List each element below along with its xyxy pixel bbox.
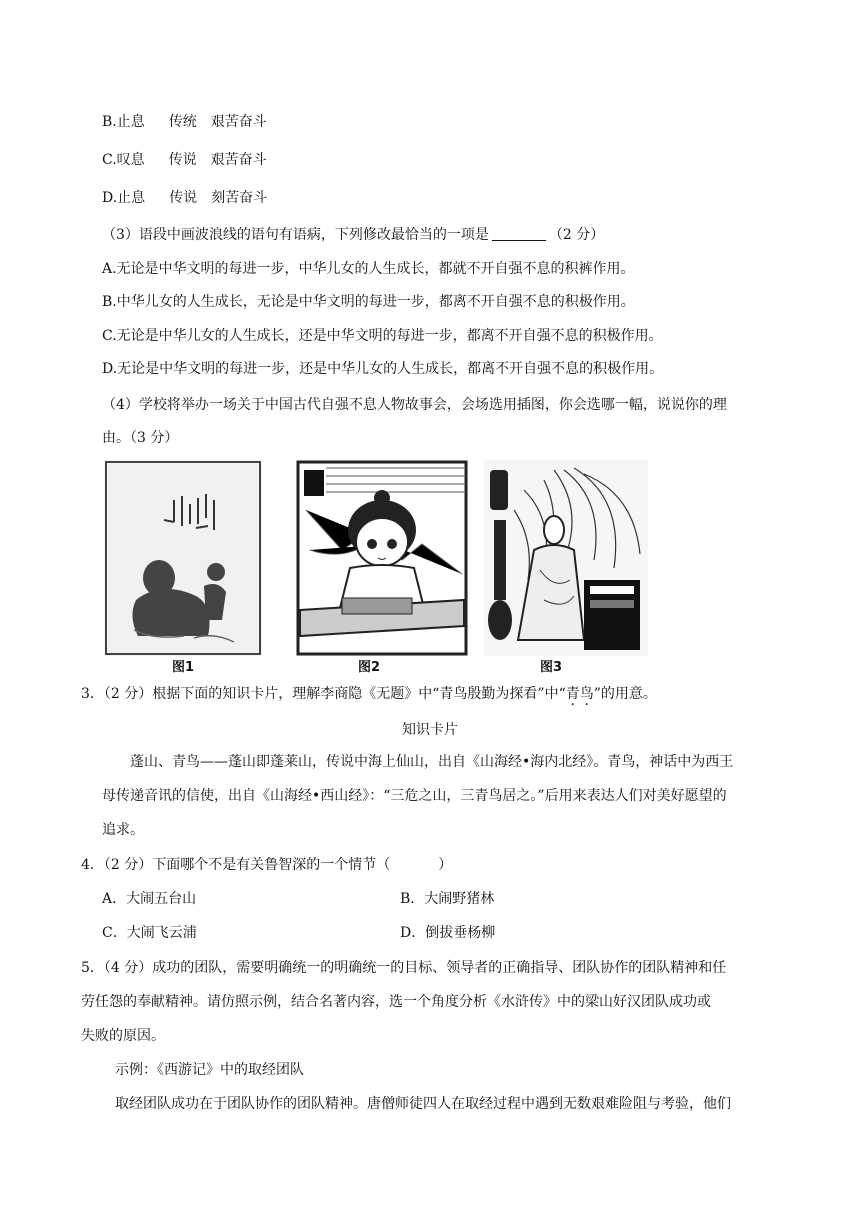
knowledge-card-line-2: 母传递音讯的信使，出自《山海经•西山经》：“三危之山，三青鸟居之。”后用来表达人们对美好愿望的 bbox=[102, 788, 727, 804]
option-b-2: 传统 bbox=[168, 114, 197, 130]
q3-option-c: C.无论是中华儿女的人生成长，还是中华文明的每进一步，都离不开自强不息的积极作用。 bbox=[102, 328, 663, 344]
item-3-stem bbox=[81, 684, 657, 704]
q3-option-a: A.无论是中华文明的每进一步，中华儿女的人生成长，都就不开自强不息的积裤作用。 bbox=[102, 261, 635, 277]
answer-blank bbox=[492, 226, 546, 241]
emphasis-char-1: 青 bbox=[565, 686, 580, 702]
figure-2-caption: 图2 bbox=[358, 660, 381, 675]
example-title: 示例：《西游记》中的取经团队 bbox=[115, 1062, 304, 1078]
q3-prompt bbox=[102, 225, 604, 245]
emphasis-char-2: 鸟 bbox=[579, 686, 594, 702]
item-3-text-b: ”的用意。 bbox=[593, 686, 657, 702]
q3-prompt-text: （3）语段中画波浪线的语句有语病，下列修改最恰当的一项是 bbox=[102, 227, 489, 243]
option-d-row bbox=[102, 188, 267, 208]
knowledge-card-line-3: 追求。 bbox=[102, 822, 144, 838]
figure-3-caption: 图3 bbox=[540, 660, 563, 675]
figure-1-caption: 图1 bbox=[172, 660, 195, 675]
option-b-row bbox=[102, 112, 267, 132]
figure-3-image bbox=[484, 460, 648, 656]
q4-line-2: 由。（3 分） bbox=[102, 430, 179, 446]
item-4-option-c: C．大闹飞云浦 bbox=[102, 925, 197, 941]
figure-1-image bbox=[104, 460, 262, 656]
option-d-3: 刻苦奋斗 bbox=[211, 190, 268, 206]
q3-option-d: D.无论是中华文明的每进一步，还是中华儿女的人生成长，都离不开自强不息的积极作用。 bbox=[102, 361, 664, 377]
option-d-2: 传说 bbox=[169, 190, 198, 206]
item-4-option-b: B．大闹野猪林 bbox=[400, 891, 495, 907]
q3-option-b: B.中华儿女的人生成长，无论是中华文明的每进一步，都离不开自强不息的积极作用。 bbox=[102, 294, 635, 310]
item-4-text-b: ） bbox=[438, 857, 453, 873]
item-4-text-a: 4．（2 分）下面哪个不是有关鲁智深的一个情节（ bbox=[81, 857, 391, 873]
option-b-1: B.止息 bbox=[102, 114, 145, 130]
example-line-1: 取经团队成功在于团队协作的团队精神。唐僧师徒四人在取经过程中遇到无数艰难险阻与考验，他们 bbox=[115, 1096, 731, 1112]
option-c-2: 传说 bbox=[168, 152, 197, 168]
q4-line-1: （4）学校将举办一场关于中国古代自强不息人物故事会，会场选用插图，你会选哪一幅，说说你的理 bbox=[102, 397, 727, 413]
option-b-3: 艰苦奋斗 bbox=[210, 114, 267, 130]
option-c-1: C.叹息 bbox=[102, 152, 145, 168]
item-5-line-1: 5．（4 分）成功的团队，需要明确统一的明确统一的目标、领导者的正确指导、团队协作的团队精神和任 bbox=[81, 960, 727, 976]
figure-2-image bbox=[296, 460, 468, 656]
item-5-line-3: 失败的原因。 bbox=[81, 1028, 165, 1044]
item-3-text-a: 3．（2 分）根据下面的知识卡片，理解李商隐《无题》中“青鸟殷勤为探看”中“ bbox=[81, 686, 566, 702]
item-5-line-2: 劳任怨的奉献精神。请仿照示例，结合名著内容，选一个角度分析《水浒传》中的梁山好汉团队成功或 bbox=[81, 994, 711, 1010]
option-c-row bbox=[102, 150, 267, 170]
option-c-3: 艰苦奋斗 bbox=[210, 152, 267, 168]
q3-score: （2 分） bbox=[548, 227, 605, 243]
knowledge-card-title: 知识卡片 bbox=[402, 722, 458, 738]
item-4-option-d: D．倒拔垂杨柳 bbox=[400, 925, 496, 941]
item-4-option-a: A．大闹五台山 bbox=[102, 891, 197, 907]
knowledge-card-line-1: 蓬山、青鸟——蓬山即蓬莱山，传说中海上仙山，出自《山海经•海内北经》。青鸟，神话中为西王 bbox=[130, 754, 734, 770]
option-d-1: D.止息 bbox=[102, 190, 146, 206]
item-4-stem bbox=[81, 855, 452, 875]
